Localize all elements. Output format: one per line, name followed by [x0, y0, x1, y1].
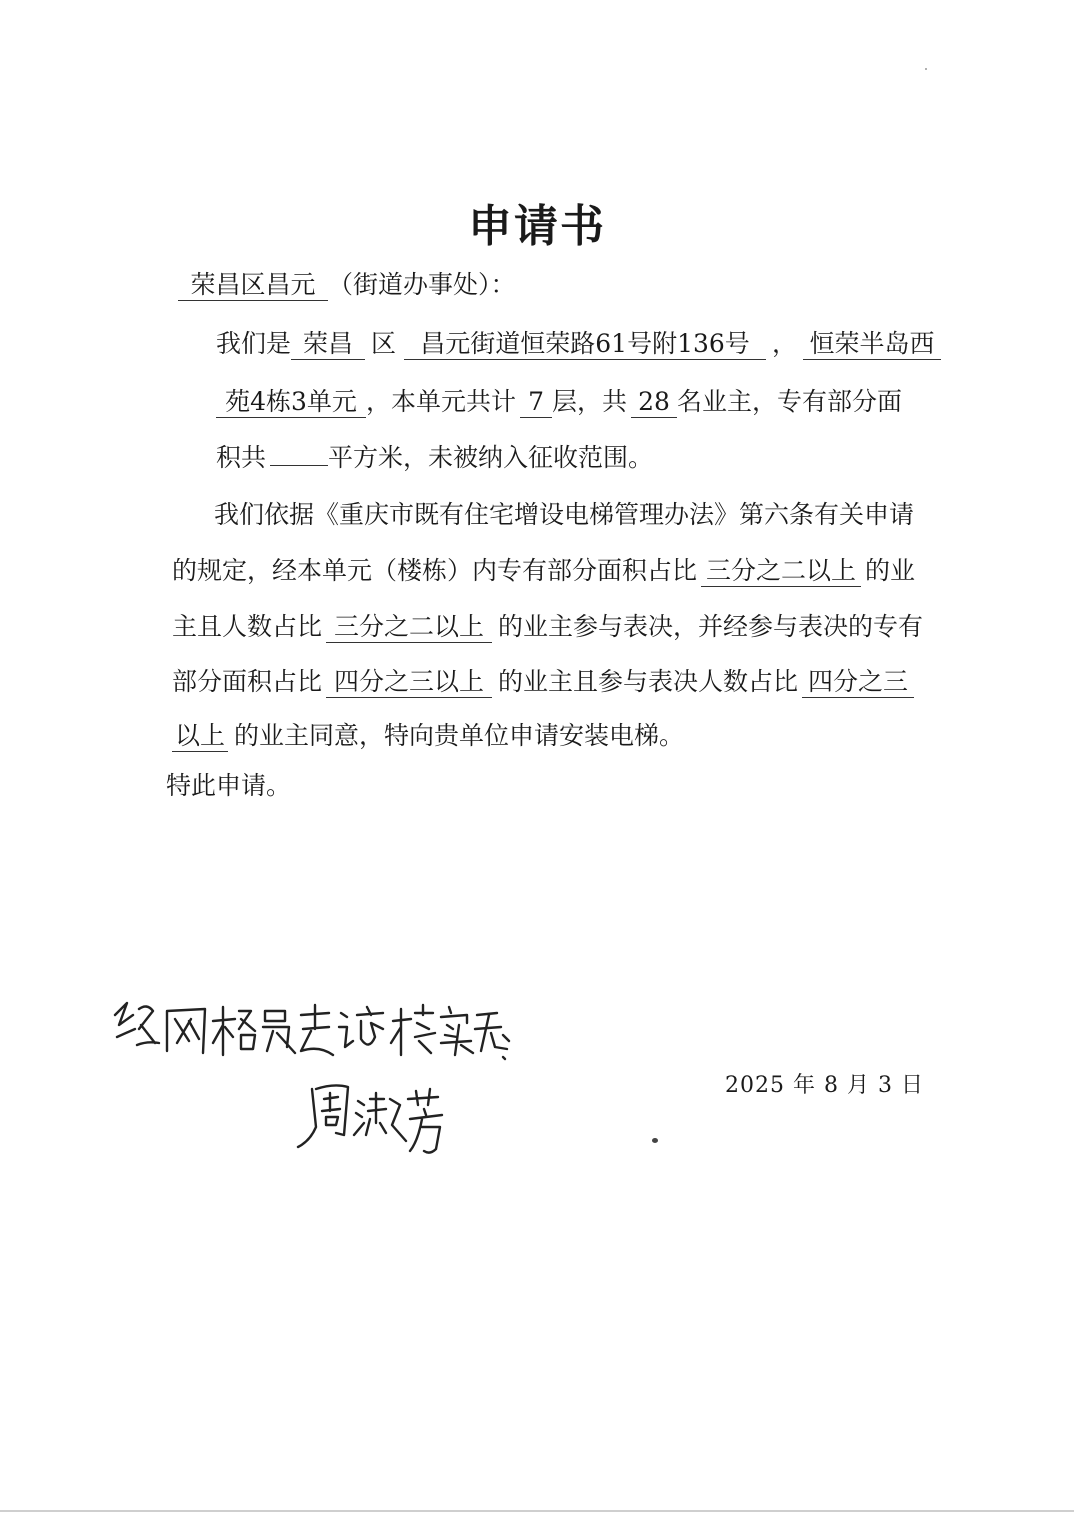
addressee-name: 荣昌区昌元 — [178, 270, 328, 301]
para1-text: 名业主，专有部分面 — [677, 387, 903, 416]
para1-text: ， — [772, 329, 798, 358]
signature — [290, 1075, 450, 1165]
para2-text: 的业主且参与表决人数占比 — [498, 667, 799, 696]
para2-text: 主且人数占比 — [172, 612, 323, 641]
street-field: 昌元街道恒荣路61号附136号 — [404, 329, 766, 360]
para1-text: 层，共 — [552, 387, 628, 416]
community-field-part1: 恒荣半岛西 — [803, 329, 941, 360]
para1-text: 区 — [371, 329, 397, 358]
para2-line3 — [172, 610, 923, 644]
people-ratio-field: 三分之二以上 — [326, 612, 492, 643]
para2-text: 部分面积占比 — [172, 667, 323, 696]
para2-text: 的业主参与表决，并经参与表决的专有 — [498, 612, 924, 641]
agree-people-ratio-field-part1: 四分之三 — [802, 667, 914, 698]
scan-edge — [0, 1510, 1074, 1512]
para2-text: 的规定，经本单元（楼栋）内专有部分面积占比 — [172, 556, 698, 585]
para1-line1 — [216, 327, 941, 361]
para1-line3 — [216, 441, 653, 475]
para1-text: ，本单元共计 — [366, 387, 517, 416]
para2-text: 的业主同意，特向贵单位申请安装电梯。 — [234, 721, 685, 750]
para2-line1: 我们依据《重庆市既有住宅增设电梯管理办法》第六条有关申请 — [214, 500, 915, 529]
area-field — [270, 465, 328, 466]
scan-speck — [925, 68, 927, 70]
community-field-part2: 苑4栋3单元 — [216, 387, 366, 418]
handwritten-verification-note — [105, 985, 515, 1070]
addressee-suffix: （街道办事处）： — [328, 270, 516, 299]
area-ratio-field: 三分之二以上 — [701, 556, 861, 587]
scan-speck — [652, 1138, 658, 1143]
floors-field: 7 — [520, 387, 552, 418]
closing-line: 特此申请。 — [166, 771, 292, 800]
para2-line2 — [172, 554, 915, 588]
para1-line2 — [216, 385, 902, 419]
para1-text: 平方米，未被纳入征收范围。 — [328, 443, 654, 472]
para2-text: 的业 — [865, 556, 916, 585]
para2-line4 — [172, 665, 914, 699]
owners-field: 28 — [631, 387, 677, 418]
district-field: 荣昌 — [291, 329, 365, 360]
para2-line5 — [172, 719, 684, 753]
document-title: 申请书 — [468, 201, 606, 252]
para1-text: 我们是 — [216, 329, 292, 358]
agree-people-ratio-field-part2: 以上 — [172, 721, 228, 752]
document-date: 2025 年 8 月 3 日 — [725, 1073, 924, 1098]
agree-area-ratio-field: 四分之三以上 — [326, 667, 492, 698]
para1-text: 积共 — [216, 443, 267, 472]
addressee-line — [178, 268, 516, 302]
